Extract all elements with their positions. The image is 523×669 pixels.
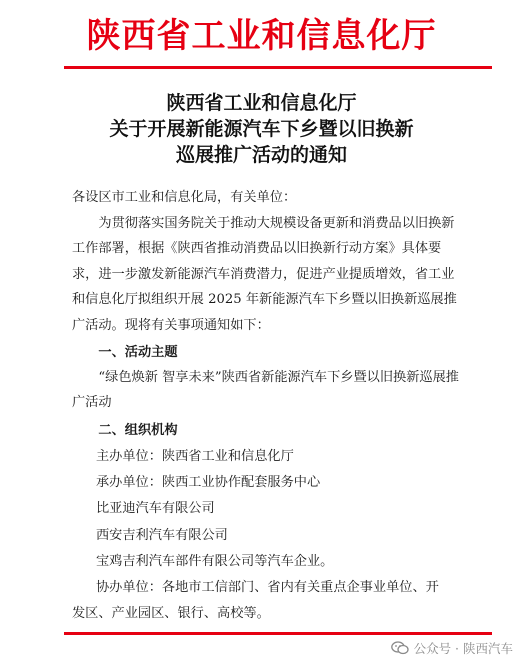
organization-list <box>72 444 468 627</box>
masthead-title: 陕西省工业和信息化厅 <box>86 16 437 56</box>
org-line: 承办单位：陕西工业协作配套服务中心 <box>96 475 321 491</box>
footer-red-rule <box>64 632 492 635</box>
section-heading-theme: 一、活动主题 <box>98 345 178 360</box>
wechat-icon <box>391 641 409 655</box>
title-line-3: 巡展推广活动的通知 <box>175 144 347 166</box>
title-line-2: 关于开展新能源汽车下乡暨以旧换新 <box>109 118 414 140</box>
intro-paragraph: 为贯彻落实国务院关于推动大规模设备更新和消费品以旧换新工作部署，根据《陕西省推动消费品以旧换新行动方案》具体要求，进一步激发新能源汽车消费潜力，促进产业提质增效，省工业和信息化厅拟组织开展 2025 年新能源汽车下乡暨以旧换新巡展推广活动。现将有关事项通知如下： <box>72 216 457 333</box>
masthead-red-rule <box>64 66 492 69</box>
org-line: 西安吉利汽车有限公司 <box>96 527 228 543</box>
org-line: 主办单位：陕西省工业和信息化厅 <box>96 449 294 464</box>
org-line: 发区、产业园区、银行、高校等。 <box>72 606 270 622</box>
title-line-1: 陕西省工业和信息化厅 <box>166 92 357 114</box>
wechat-watermark <box>391 636 513 660</box>
org-line: 协办单位：各地市工信部门、省内有关重点企事业单位、开 <box>96 580 439 596</box>
salutation: 各设区市工业和信息化局，有关单位： <box>72 190 297 205</box>
document-title <box>0 90 523 168</box>
section-heading-organization: 二、组织机构 <box>98 423 178 438</box>
org-line: 宝鸡吉利汽车部件有限公司等汽车企业。 <box>96 553 334 569</box>
org-line: 比亚迪汽车有限公司 <box>96 501 215 517</box>
theme-paragraph: “绿色焕新 智享未来”陕西省新能源汽车下乡暨以旧换新巡展推广活动 <box>72 370 459 411</box>
watermark-text: 公众号 · 陕西汽车 <box>413 641 513 656</box>
